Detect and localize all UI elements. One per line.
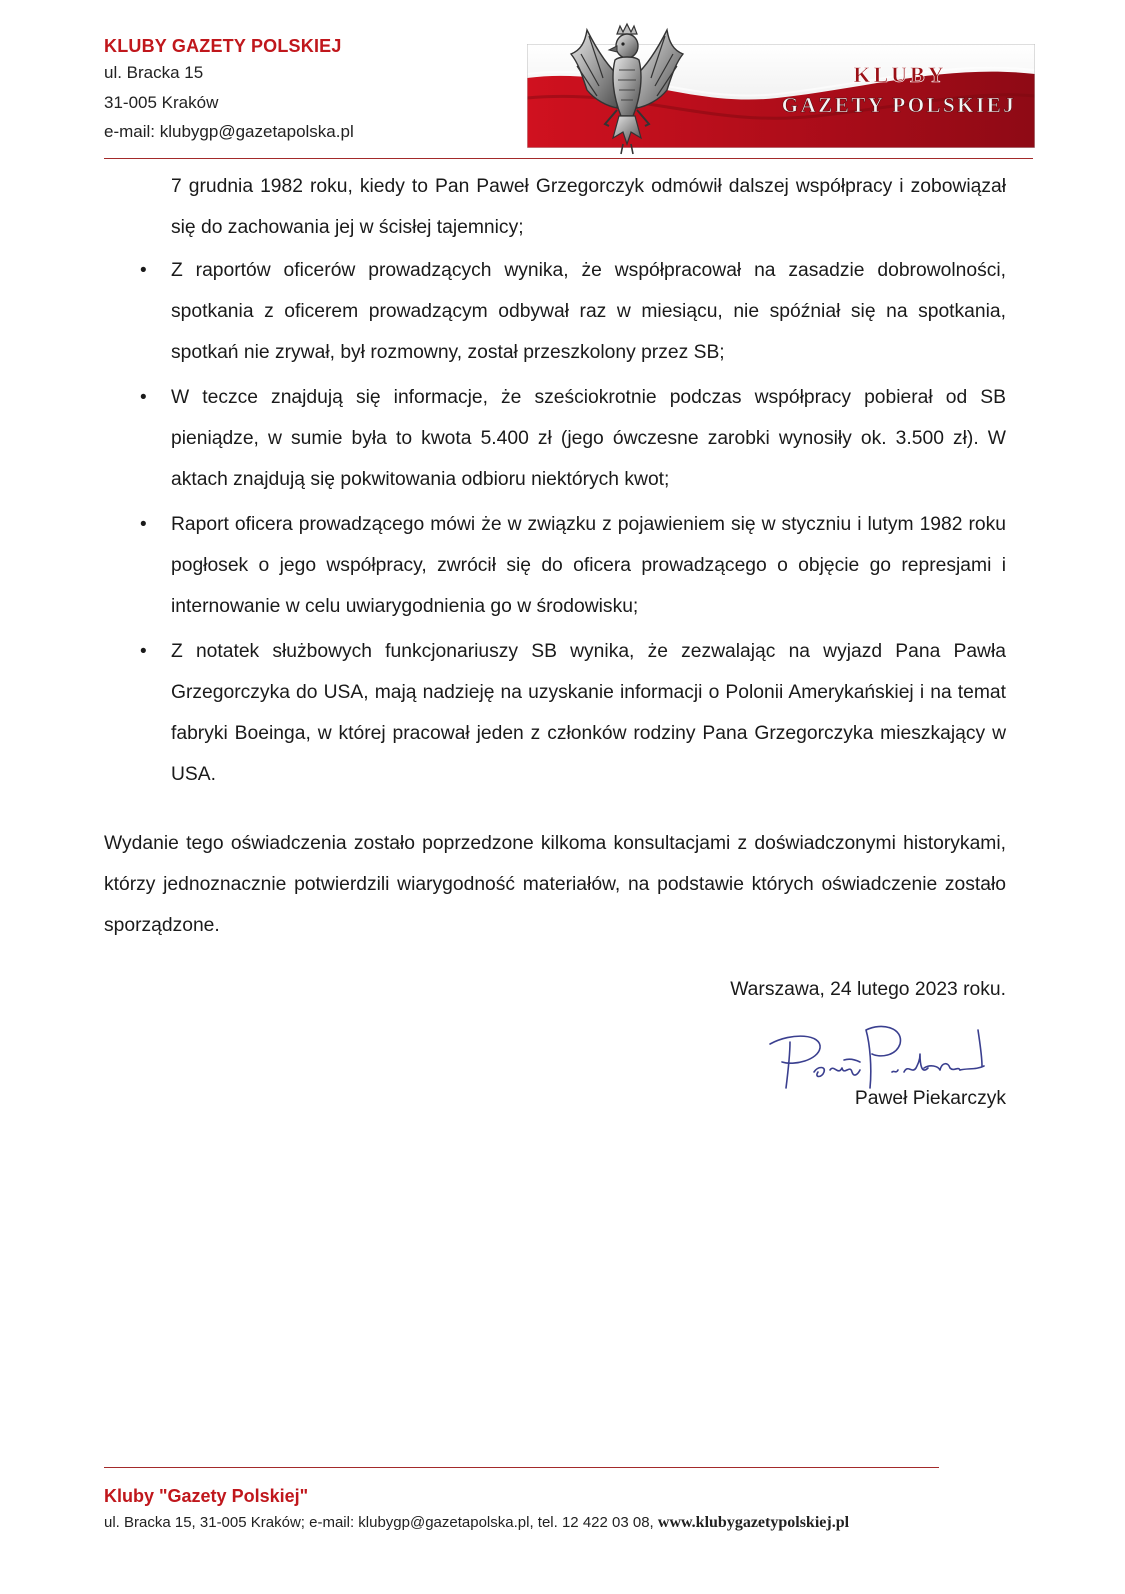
footer-contact xyxy=(104,1512,849,1534)
address-street: ul. Bracka 15 xyxy=(104,63,204,82)
findings-list xyxy=(104,250,1006,795)
list-item-text: W teczce znajdują się informacje, że sześciokrotnie podczas współpracy pobierał od SB pieniądze, w sumie była to kwota 5.400 zł (jego ówczesne zarobki wynosiły ok. 3.500 zł). W aktach znajdują się pokwitowania odbioru niektórych kwot; xyxy=(171,387,1006,490)
list-item-text: Raport oficera prowadzącego mówi że w związku z pojawieniem się w styczniu i lutym 1982 roku pogłosek o jego współpracy, zwrócił się do oficera prowadzącego o objęcie go represjami i internowanie w celu uwiarygodnienia go w środowisku; xyxy=(171,514,1006,617)
address-email: e-mail: klubygp@gazetapolska.pl xyxy=(104,122,354,141)
bullet-icon: • xyxy=(140,514,147,535)
list-item-text: Z raportów oficerów prowadzących wynika, że współpracował na zasadzie dobrowolności, spotkania z oficerem prowadzącym odbywał raz w miesiącu, nie spóźniał się na spotkania, spotkań nie zrywał, był rozmowny, został przeszkolony przez SB; xyxy=(171,260,1006,363)
header-divider xyxy=(104,158,1033,159)
signer-name: Paweł Piekarczyk xyxy=(854,1088,1006,1109)
bullet-icon: • xyxy=(140,641,147,662)
footer-website-link[interactable]: www.klubygazetypolskiej.pl xyxy=(657,1514,850,1531)
letterhead-address xyxy=(104,34,354,147)
list-item-text: Z notatek służbowych funkcjonariuszy SB wynika, że zezwalając na wyjazd Pana Pawła Grzegorczyka do USA, mają nadzieję na uzyskanie informacji o Polonii Amerykańskiej i na temat fabryki Boeinga, w której pracował jeden z członków rodziny Pana Grzegorczyka mieszkający w USA. xyxy=(171,641,1006,785)
list-item xyxy=(104,377,1006,500)
footer-contact-text: ul. Bracka 15, 31-005 Kraków; e-mail: klubygp@gazetapolska.pl, tel. 12 422 03 08, xyxy=(104,1514,658,1531)
address-city: 31-005 Kraków xyxy=(104,92,219,112)
continued-paragraph: 7 grudnia 1982 roku, kiedy to Pan Paweł Grzegorczyk odmówił dalszej współpracy i zobowiązał się do zachowania jej w ścisłej tajemnicy; xyxy=(171,176,1006,238)
bullet-icon: • xyxy=(140,387,147,408)
logo-text-gazety: GAZETY POLSKIEJ xyxy=(781,93,1017,117)
list-item xyxy=(104,631,1006,795)
list-item xyxy=(104,504,1006,627)
list-item xyxy=(104,250,1006,373)
footer-org-name: Kluby "Gazety Polskiej" xyxy=(104,1486,309,1506)
closing-paragraph: Wydanie tego oświadczenia zostało poprzedzone kilkoma konsultacjami z doświadczonymi historykami, którzy jednoznacznie potwierdzili wiarygodność materiałów, na podstawie których oświadczenie zostało sporządzone. xyxy=(104,833,1006,936)
org-name: KLUBY GAZETY POLSKIEJ xyxy=(104,36,342,56)
eagle-icon xyxy=(557,20,697,158)
bullet-icon: • xyxy=(140,260,147,281)
place-date: Warszawa, 24 lutego 2023 roku. xyxy=(730,979,1006,1000)
logo-text-kluby: KLUBY xyxy=(853,62,947,87)
footer-divider xyxy=(104,1467,939,1468)
letter-body xyxy=(104,166,1006,946)
